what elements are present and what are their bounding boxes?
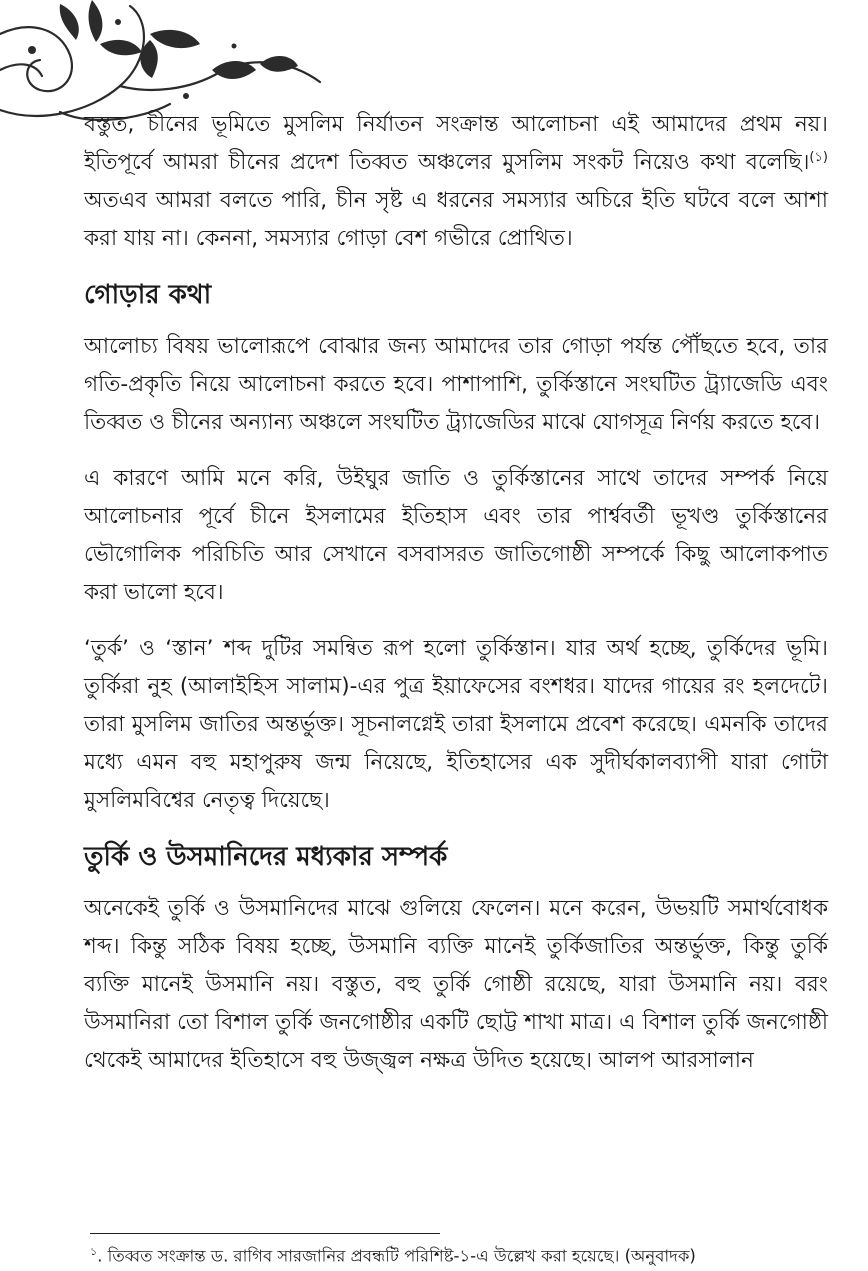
paragraph: আলোচ্য বিষয় ভালোরূপে বোঝার জন্য আমাদের তার গোড়া পর্যন্ত পৌঁছতে হবে, তার গতি-প্রকৃতি নিয়ে আলোচনা করতে হবে। পাশাপাশি, তুর্কিস্তানে সংঘটিত ট্র্যাজেডি এবং তিব্বত ও চীনের অন্যান্য অঞ্চলে সংঘটিত ট্র্যাজেডির মাঝে যোগসূত্র নির্ণয় করতে হবে। xyxy=(84,334,828,435)
footnote xyxy=(90,1240,828,1269)
paragraph: ‘তুর্ক’ ও ‘স্তান’ শব্দ দুটির সমন্বিত রূপ হলো তুর্কিস্তান। যার অর্থ হচ্ছে, তুর্কিদের ভূমি। তুর্কিরা নুহ (আলাইহিস সালাম)-এর পুত্র ইয়াফেসের বংশধর। যাদের গায়ের রং হলদেটে। তারা মুসলিম জাতির অন্তর্ভুক্ত। সূচনালগ্নেই তারা ইসলামে প্রবেশ করেছে। এমনকি তাদের মধ্যে এমন বহু মহাপুরুষ জন্ম নিয়েছে, ইতিহাসের এক সুদীর্ঘকালব্যাপী যারা গোটা মুসলিমবিশ্বের নেতৃত্ব দিয়েছে। xyxy=(84,636,828,813)
paragraph xyxy=(84,106,828,258)
footnote-marker: ১ xyxy=(90,1245,98,1258)
footnote-reference: (১) xyxy=(809,149,828,165)
paragraph: অনেকেই তুর্কি ও উসমানিদের মাঝে গুলিয়ে ফেলেন। মনে করেন, উভয়টি সমার্থবোধক শব্দ। কিন্তু সঠিক বিষয় হচ্ছে, উসমানি ব্যক্তি মানেই তুর্কিজাতির অন্তর্ভুক্ত, কিন্তু তুর্কি ব্যক্তি মানেই উসমানি নয়। বস্তুত, বহু তুর্কি গোষ্ঠী রয়েছে, যারা উসমানি নয়। বরং উসমানিরা তো বিশাল তুর্কি জনগোষ্ঠীর একটি ছোট্ট শাখা মাত্র। এ বিশাল তুর্কি জনগোষ্ঠী থেকেই আমাদের ইতিহাসে বহু উজ্জ্বল নক্ষত্র উদিত হয়েছে। আলপ আরসালান xyxy=(84,896,828,1073)
section-heading: গোড়ার কথা xyxy=(84,280,212,310)
paragraph-text: বস্তুত, চীনের ভূমিতে মুসলিম নির্যাতন সংক্রান্ত আলোচনা এই আমাদের প্রথম নয়। ইতিপূর্বে আমরা চীনের প্রদেশ তিব্বত অঞ্চলের মুসলিম সংকট নিয়েও কথা বলেছি। xyxy=(84,112,828,175)
page-content xyxy=(84,106,828,1098)
footnote-text: . তিব্বত সংক্রান্ত ড. রাগিব সারজানির প্রবন্ধটি পরিশিষ্ট-১-এ উল্লেখ করা হয়েছে। (অনুবাদক) xyxy=(97,1246,696,1266)
paragraph-text: অতএব আমরা বলতে পারি, চীন সৃষ্ট এ ধরনের সমস্যার অচিরে ইতি ঘটবে বলে আশা করা যায় না। কেননা, সমস্যার গোড়া বেশ গভীরে প্রোথিত। xyxy=(84,188,828,251)
section-heading: তুর্কি ও উসমানিদের মধ্যকার সম্পর্ক xyxy=(84,842,448,872)
paragraph: এ কারণে আমি মনে করি, উইঘুর জাতি ও তুর্কিস্তানের সাথে তাদের সম্পর্ক নিয়ে আলোচনার পূর্বে চীনে ইসলামের ইতিহাস এবং তার পার্শ্ববর্তী ভূখণ্ড তুর্কিস্তানের ভৌগোলিক পরিচিতি আর সেখানে বসবাসরত জাতিগোষ্ঠী সম্পর্কে কিছু আলোকপাত করা ভালো হবে। xyxy=(84,466,828,605)
footnote-divider xyxy=(90,1233,440,1234)
